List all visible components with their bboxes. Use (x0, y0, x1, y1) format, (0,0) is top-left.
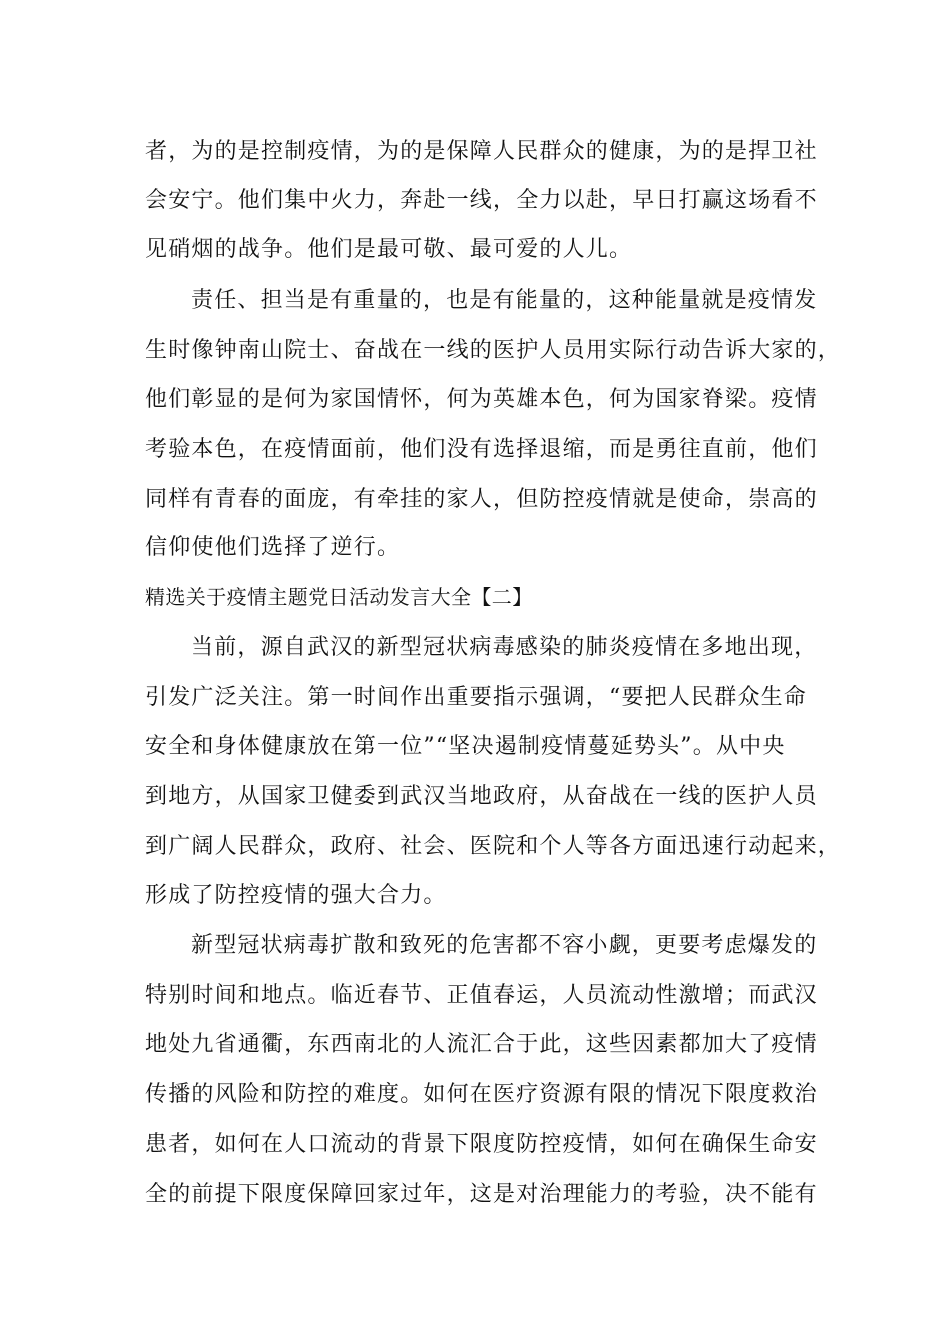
paragraph-3-line-5: 到广阔人民群众，政府、社会、医院和个人等各方面迅速行动起来， (145, 834, 842, 859)
paragraph-4-line-1: 新型冠状病毒扩散和致死的危害都不容小觑，更要考虑爆发的 (191, 933, 818, 958)
paragraph-3-line-6: 形成了防控疫情的强大合力。 (145, 883, 447, 908)
paragraph-1-line-2: 会安宁。他们集中火力，奔赴一线，全力以赴，早日打赢这场看不 (145, 188, 818, 213)
paragraph-3-line-2: 引发广泛关注。第一时间作出重要指示强调，“要把人民群众生命 (145, 685, 808, 710)
paragraph-4-line-2: 特别时间和地点。临近春节、正值春运，人员流动性激增；而武汉 (145, 983, 818, 1008)
paragraph-4-line-5: 患者，如何在人口流动的背景下限度防控疫情，如何在确保生命安 (145, 1132, 818, 1157)
paragraph-2-line-5: 同样有青春的面庞，有牵挂的家人，但防控疫情就是使命，崇高的 (145, 487, 818, 512)
paragraph-3-line-4: 到地方，从国家卫健委到武汉当地政府，从奋战在一线的医护人员 (145, 784, 818, 809)
paragraph-4-line-4: 传播的风险和防控的难度。如何在医疗资源有限的情况下限度救治 (145, 1082, 818, 1107)
paragraph-1-line-3: 见硝烟的战争。他们是最可敬、最可爱的人儿。 (145, 237, 633, 262)
paragraph-3-line-3: 安全和身体健康放在第一位”“坚决遏制疫情蔓延势头”。从中央 (145, 734, 786, 759)
paragraph-1-line-1: 者，为的是控制疫情，为的是保障人民群众的健康，为的是捍卫社 (145, 139, 818, 164)
paragraph-3-line-1: 当前，源自武汉的新型冠状病毒感染的肺炎疫情在多地出现， (191, 635, 818, 660)
paragraph-2-line-2: 生时像钟南山院士、奋战在一线的医护人员用实际行动告诉大家的， (145, 338, 842, 363)
paragraph-2-line-6: 信仰使他们选择了逆行。 (145, 535, 401, 560)
paragraph-4-line-6: 全的前提下限度保障回家过年，这是对治理能力的考验，决不能有 (145, 1182, 818, 1207)
paragraph-2-line-3: 他们彰显的是何为家国情怀，何为英雄本色，何为国家脊梁。疫情 (145, 387, 818, 412)
paragraph-4-line-3: 地处九省通衢，东西南北的人流汇合于此，这些因素都加大了疫情 (145, 1032, 818, 1057)
paragraph-2-line-4: 考验本色，在疫情面前，他们没有选择退缩，而是勇往直前，他们 (145, 437, 818, 462)
section-heading: 精选关于疫情主题党日活动发言大全【二】 (145, 585, 533, 609)
paragraph-2-line-1: 责任、担当是有重量的，也是有能量的，这种能量就是疫情发 (191, 288, 818, 313)
